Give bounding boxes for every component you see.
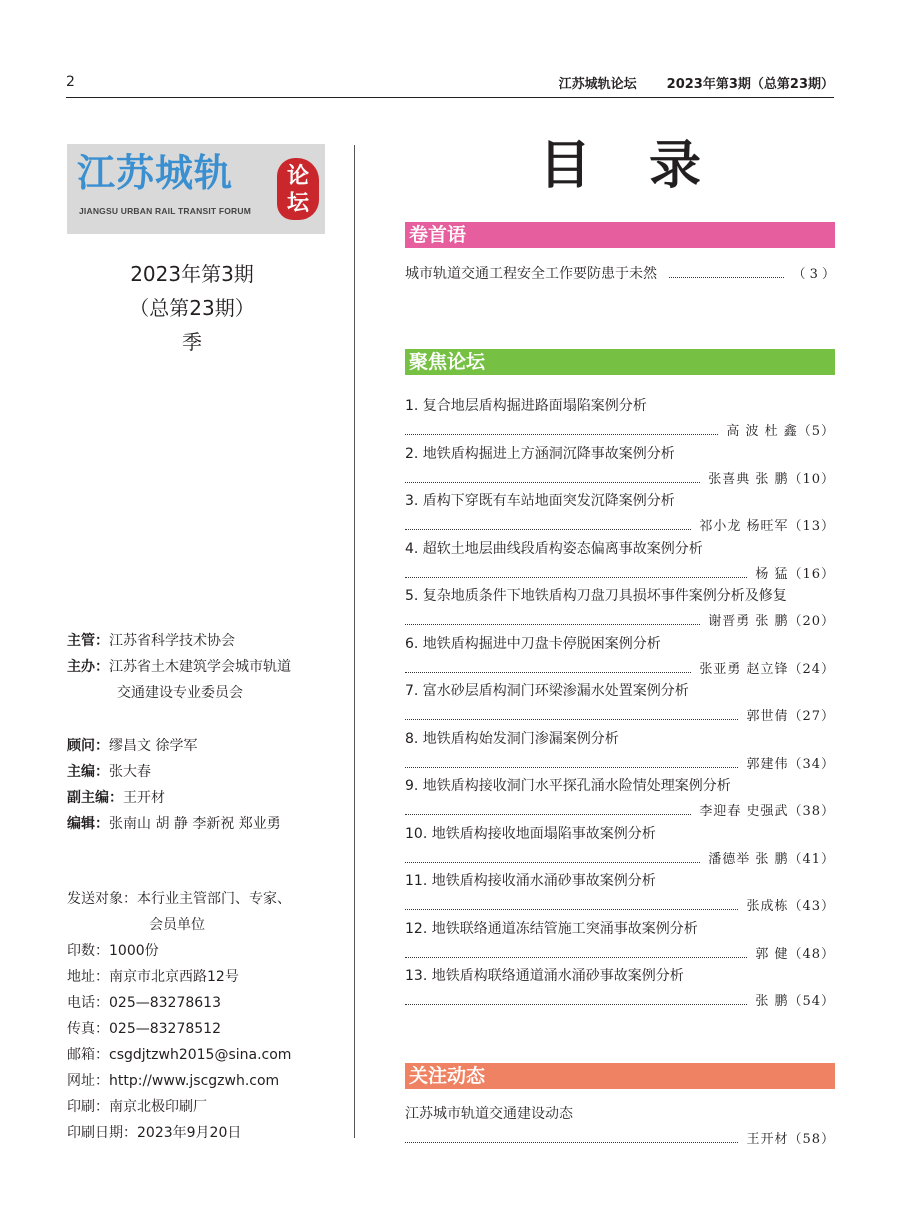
toc-entry-title: 5. 复杂地质条件下地铁盾构刀盘刀具损坏事件案例分析及修复 [405,588,787,604]
issue-year: 2023年第3期 [130,262,254,286]
toc-entry-authors: 张亚勇 赵立锋 [699,661,789,677]
toc-entry-authors: 张成栋 [746,899,789,914]
toc-entry-title: 6. 地铁盾构掘进中刀盘卡停脱困案例分析 [405,635,661,652]
leader-dots [405,756,738,768]
toc-entry-page: （16） [788,566,835,582]
pub-recipients-cont: 会员单位 [149,917,205,933]
toc-entry-title: 4. 超软土地层曲线段盾构姿态偏离事故案例分析 [405,540,703,557]
toc-entry[interactable] [405,870,835,914]
toc-entry-page: （48） [788,946,835,962]
leader-dots [405,946,747,958]
masthead-sponsor-cont: 交通建设专业委员会 [117,685,243,701]
toc-entry-leader [405,705,835,724]
toc-entry[interactable] [405,965,835,1009]
toc-entry[interactable] [405,823,835,867]
toc-entry-page: （58） [788,1132,835,1147]
toc-entry-leader [405,515,835,534]
toc-entry-page: （27） [788,709,835,724]
toc-entry-page: （ 3 ） [792,267,835,282]
running-header [559,73,834,92]
toc-entry-title: 12. 地铁联络通道冻结管施工突涌事故案例分析 [405,920,698,937]
section-heading-focus-forum: 聚焦论坛 [405,349,835,375]
toc-title: 目录 [538,135,759,196]
pub-phone: 电话：025—83278613 [67,995,221,1011]
toc-entry-page: （10） [788,471,835,487]
section-heading-news: 关注动态 [405,1063,835,1089]
toc-entry-leader [405,895,835,914]
leader-dots [405,518,691,530]
leader-dots [405,423,718,435]
pub-email: 邮箱：csgdjtzwh2015@sina.com [67,1047,292,1063]
masthead-deputy-editor: 副主编：王开材 [67,790,165,806]
masthead-supervisor: 主管：江苏省科学技术协会 [67,633,235,649]
toc-entry-authors: 潘德举 张 鹏 [708,851,789,867]
toc-entry-authors: 高 波 杜 鑫 [726,424,798,439]
toc-entry-leader [405,420,835,439]
toc-entry[interactable] [405,775,835,819]
toc-entry-authors: 杨 猛 [755,566,789,582]
toc-entry-authors: 李迎春 史强武 [699,804,789,819]
toc-entry[interactable] [405,918,835,962]
masthead-editors: 编辑：张南山 胡 静 李新祝 郑业勇 [67,816,281,832]
issue-label: 2023年第3期（总第23期） [666,77,834,92]
leader-dots [405,471,700,483]
page-number: 2 [66,74,75,90]
toc-entry-leader [405,658,835,677]
leader-dots [405,661,691,673]
leader-dots [669,266,784,278]
toc-entry-page: （38） [788,804,835,819]
column-divider [354,145,355,1138]
toc-entry-title: 3. 盾构下穿既有车站地面突发沉降案例分析 [405,493,675,509]
toc-entry-authors: 张 鹏 [755,994,789,1009]
journal-name: 江苏城轨论坛 [558,77,637,92]
pub-fax: 传真：025—83278512 [67,1021,221,1037]
pub-address: 地址：南京市北京西路12号 [67,969,239,985]
leader-dots [405,851,700,863]
toc-entry-authors: 郭建伟 [746,756,789,772]
logo-english: JIANGSU URBAN RAIL TRANSIT FORUM [79,206,251,216]
masthead-advisor: 顾问：缪昌文 徐学军 [67,738,198,754]
toc-entry-leader [405,943,835,962]
journal-logo [67,144,325,234]
toc-entry[interactable] [405,443,835,487]
leader-dots [405,898,738,910]
toc-entry-title: 城市轨道交通工程安全工作要防患于未然 [405,266,657,282]
toc-entry-title: 11. 地铁盾构接收涌水涌砂事故案例分析 [405,873,656,889]
toc-entry[interactable] [405,728,835,772]
toc-entry-page: （13） [788,519,835,534]
toc-entry-leader [405,468,835,487]
toc-entry-authors: 郭世倩 [746,709,789,724]
toc-entry[interactable] [405,585,835,629]
logo-seal [277,158,319,220]
leader-dots [405,1131,738,1143]
toc-entry-page: （34） [788,756,835,772]
leader-dots [405,803,691,815]
pub-recipients: 发送对象：本行业主管部门、专家、 [67,891,291,907]
toc-entry[interactable] [405,490,835,534]
toc-entry-title: 8. 地铁盾构始发洞门渗漏案例分析 [405,730,619,747]
toc-entry-leader [405,610,835,629]
pub-printer: 印刷：南京北极印刷厂 [67,1099,207,1115]
toc-entry-leader [405,800,835,819]
pub-print-date: 印刷日期：2023年9月20日 [67,1125,242,1141]
section-heading-preface: 卷首语 [405,222,835,248]
leader-dots [405,613,700,625]
toc-entry-title: 13. 地铁盾构联络通道涌水涌砂事故案例分析 [405,968,684,984]
toc-entry-authors: 祁小龙 杨旺军 [699,519,789,534]
masthead-sponsor: 主办：江苏省土木建筑学会城市轨道 [67,659,291,675]
toc-entry[interactable] [405,633,835,677]
issue-frequency: 季 [182,330,202,354]
toc-entry-authors: 王开材 [746,1132,789,1147]
toc-entry-page: （43） [788,899,835,914]
toc-entry-title: 1. 复合地层盾构掘进路面塌陷案例分析 [405,398,647,414]
toc-entry-leader [405,990,835,1009]
toc-entry-title: 江苏城市轨道交通建设动态 [405,1106,573,1122]
masthead-editor-in-chief: 主编：张大春 [67,764,151,780]
toc-entry-title: 2. 地铁盾构掘进上方涵洞沉降事故案例分析 [405,445,675,462]
issue-total: （总第23期） [129,296,255,320]
toc-entry-authors: 谢晋勇 张 鹏 [708,614,789,629]
toc-entry-leader [405,563,835,582]
header-rule [66,97,834,98]
toc-entry-title: 10. 地铁盾构接收地面塌陷事故案例分析 [405,825,656,842]
toc-entry-page: （54） [788,994,835,1009]
toc-entry-page: （41） [788,851,835,867]
toc-entry-page: （5） [797,424,835,439]
toc-entry-leader [405,753,835,772]
toc-entry[interactable] [405,680,835,724]
leader-dots [405,993,747,1005]
seal-char-2: 坛 [286,190,309,216]
toc-entry-authors: 郭 健 [755,946,789,962]
toc-entry-leader [405,1128,835,1147]
toc-entry-title: 7. 富水砂层盾构洞门环梁渗漏水处置案例分析 [405,683,689,699]
toc-entry-page: （24） [788,661,835,677]
toc-entry[interactable] [405,395,835,439]
leader-dots [405,708,738,720]
toc-entry-title: 9. 地铁盾构接收洞门水平探孔涌水险情处理案例分析 [405,778,731,794]
toc-entry-preface[interactable] [405,263,835,283]
toc-entry-leader [405,848,835,867]
toc-entry[interactable] [405,538,835,582]
logo-title: 江苏城轨 [77,151,234,195]
pub-print-run: 印数：1000份 [67,943,159,959]
leader-dots [405,566,747,578]
seal-char-1: 论 [286,163,309,189]
toc-entry-news[interactable] [405,1103,835,1147]
pub-website: 网址：http://www.jscgzwh.com [67,1073,280,1089]
toc-entry-authors: 张喜典 张 鹏 [708,471,789,487]
toc-entry-page: （20） [788,614,835,629]
